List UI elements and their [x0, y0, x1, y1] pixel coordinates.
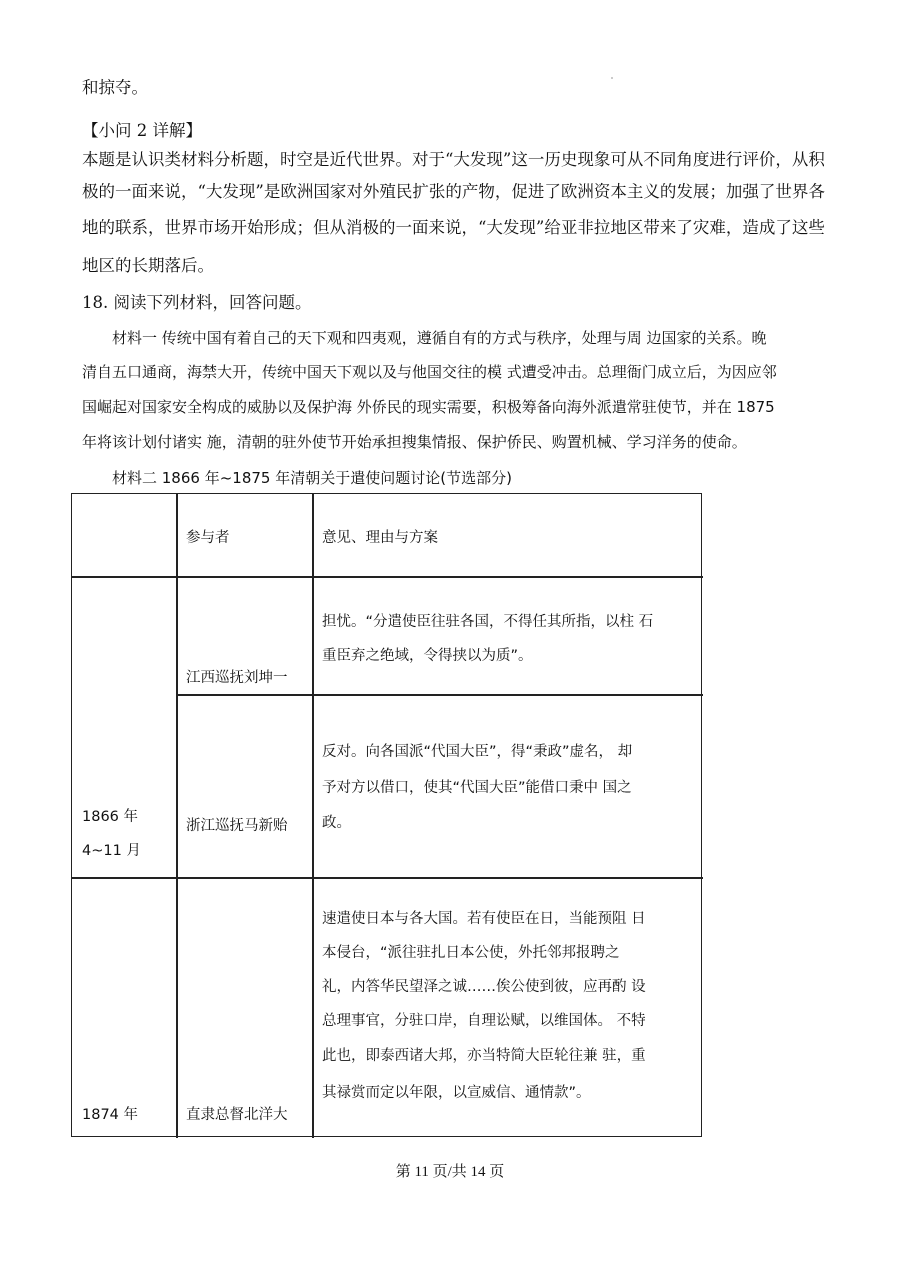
answer-text-line: 和掠夺。	[82, 78, 148, 97]
participant-cell: 直隶总督北洋大	[186, 1107, 288, 1123]
year-cell: 4~11 月	[82, 843, 141, 859]
discussion-table	[71, 493, 702, 1137]
opinion-line: 担忧。“分遣使臣往驻各国，不得任其所指，以柱 石	[322, 614, 654, 630]
opinion-line: 总理事官，分驻口岸，自理讼赋，以维国体。 不特	[322, 1013, 646, 1029]
table-divider	[176, 494, 178, 1138]
answer-text-line: 本题是认识类材料分析题，时空是近代世界。对于“大发现”这一历史现象可从不同角度进行评价，从积	[82, 150, 825, 169]
opinion-line: 反对。向各国派“代国大臣”，得“秉政”虚名， 却	[322, 744, 633, 760]
section-heading: 【小问 2 详解】	[82, 121, 202, 140]
answer-text-line: 地区的长期落后。	[82, 256, 214, 275]
opinion-line: 予对方以借口，使其“代国大臣”能借口秉中 国之	[322, 780, 632, 796]
participant-cell: 江西巡抚刘坤一	[186, 670, 288, 686]
question-18-title: 18. 阅读下列材料，回答问题。	[82, 293, 312, 312]
opinion-line: 此也，即泰西诸大邦，亦当特简大臣轮往兼 驻，重	[322, 1048, 646, 1064]
year-cell: 1866 年	[82, 809, 139, 825]
opinion-line: 本侵台，“派往驻扎日本公使，外托邻邦报聘之	[322, 945, 620, 961]
answer-text-line: 极的一面来说，“大发现”是欧洲国家对外殖民扩张的产物，促进了欧洲资本主义的发展；加强了世界各	[82, 182, 825, 201]
opinion-line: 政。	[322, 815, 351, 831]
table-divider	[176, 694, 703, 696]
opinion-line: 重臣弃之绝域，令得挟以为质”。	[322, 648, 533, 664]
material2-title: 材料二 1866 年~1875 年清朝关于遣使问题讨论(节选部分)	[112, 469, 512, 487]
answer-text-line: 地的联系，世界市场开始形成；但从消极的一面来说，“大发现”给亚非拉地区带来了灾难，造成了这些	[82, 218, 825, 237]
opinion-line: 速遣使日本与各大国。若有使臣在日，当能预阻 日	[322, 911, 646, 927]
header-participant: 参与者	[186, 530, 230, 546]
page-footer: 第 11 页/共 14 页	[395, 1164, 505, 1180]
opinion-line: 其禄赏而定以年限，以宣威信、通情款”。	[322, 1085, 591, 1101]
header-opinion: 意见、理由与方案	[322, 530, 438, 546]
material1-line: 清自五口通商，海禁大开，传统中国天下观以及与他国交往的模 式遭受冲击。总理衙门成立后，为因应邻	[82, 363, 777, 381]
table-divider	[72, 576, 703, 578]
opinion-line: 礼，内答华民望泽之诚……俟公使到彼，应再酌 设	[322, 979, 646, 995]
material1-line: 年将该计划付诸实 施，清朝的驻外使节开始承担搜集情报、保护侨民、购置机械、学习洋务的使命。	[82, 433, 747, 451]
participant-cell: 浙江巡抚马新贻	[186, 818, 288, 834]
year-cell: 1874 年	[82, 1107, 139, 1123]
table-divider	[312, 494, 314, 1138]
table-divider	[72, 877, 703, 879]
material1-line: 材料一 传统中国有着自己的天下观和四夷观，遵循自有的方式与秩序，处理与周 边国家的关系。晚	[112, 329, 767, 347]
material1-line: 国崛起对国家安全构成的威胁以及保护海 外侨民的现实需要，积极筹备向海外派遣常驻使节，并在 1875	[82, 398, 775, 416]
